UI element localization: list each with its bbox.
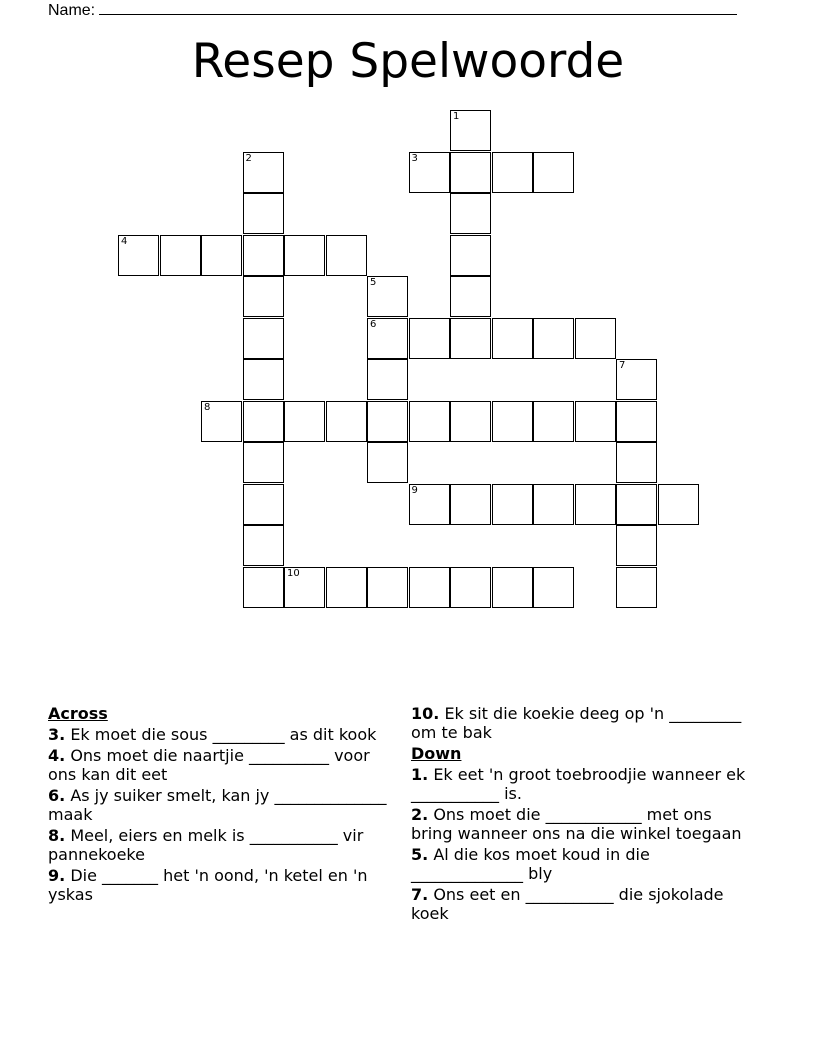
grid-cell[interactable] xyxy=(450,152,491,193)
grid-cell[interactable] xyxy=(658,484,699,525)
grid-cell[interactable] xyxy=(409,401,450,442)
grid-cell[interactable] xyxy=(616,567,657,608)
grid-cell[interactable] xyxy=(450,567,491,608)
clue-across-3: 3. Ek moet die sous _________ as dit kook xyxy=(48,725,377,744)
clue-across-9: 9. Die _______ het 'n oond, 'n ketel en 'n yskas xyxy=(48,866,368,904)
clues-left-column xyxy=(48,704,388,906)
grid-cell[interactable] xyxy=(409,152,450,193)
grid-cell[interactable] xyxy=(367,442,408,483)
clue-number: 10 xyxy=(287,567,300,579)
grid-cell[interactable] xyxy=(616,525,657,566)
clue-down-7: 7. Ons eet en ___________ die sjokolade koek xyxy=(411,885,724,923)
clue-down-5: 5. Al die kos moet koud in die ______________ bly xyxy=(411,845,650,883)
grid-cell[interactable] xyxy=(160,235,201,276)
grid-cell[interactable] xyxy=(326,401,367,442)
grid-cell[interactable] xyxy=(575,401,616,442)
grid-cell[interactable] xyxy=(284,567,325,608)
clue-number: 2 xyxy=(245,152,252,164)
grid-cell[interactable] xyxy=(450,401,491,442)
grid-cell[interactable] xyxy=(243,442,284,483)
clue-down-2: 2. Ons moet die ____________ met ons bring wanneer ons na die winkel toegaan xyxy=(411,805,742,843)
clue-number: 3 xyxy=(411,152,418,164)
grid-cell[interactable] xyxy=(450,276,491,317)
grid-cell[interactable] xyxy=(533,318,574,359)
grid-cell[interactable] xyxy=(243,401,284,442)
grid-cell[interactable] xyxy=(367,567,408,608)
grid-cell[interactable] xyxy=(243,484,284,525)
clue-number: 7 xyxy=(619,360,626,371)
clue-number: 8 xyxy=(204,401,211,413)
page-title: Resep Spelwoorde xyxy=(191,34,625,89)
grid-cell[interactable] xyxy=(326,567,367,608)
clue-number: 5 xyxy=(370,277,377,288)
grid-cell[interactable] xyxy=(367,359,408,400)
grid-cell[interactable] xyxy=(450,110,491,151)
grid-cell[interactable] xyxy=(533,567,574,608)
clue-number: 9 xyxy=(411,484,418,496)
grid-cell[interactable] xyxy=(118,235,159,276)
grid-cell[interactable] xyxy=(243,567,284,608)
grid-cell[interactable] xyxy=(492,484,533,525)
clue-down-1: 1. Ek eet 'n groot toebroodjie wanneer ek ___________ is. xyxy=(411,765,746,803)
grid-cell[interactable] xyxy=(367,318,408,359)
grid-cell[interactable] xyxy=(492,401,533,442)
grid-cell[interactable] xyxy=(367,401,408,442)
grid-cell[interactable] xyxy=(367,276,408,317)
grid-cell[interactable] xyxy=(533,152,574,193)
grid-cell[interactable] xyxy=(492,152,533,193)
grid-cell[interactable] xyxy=(533,401,574,442)
grid-cell[interactable] xyxy=(409,318,450,359)
clue-number: 6 xyxy=(370,318,377,330)
grid-cell[interactable] xyxy=(533,484,574,525)
clue-across-6: 6. As jy suiker smelt, kan jy ______________ maak xyxy=(48,786,387,824)
name-label: Name: xyxy=(48,2,96,19)
grid-cell[interactable] xyxy=(243,152,284,193)
grid-cell[interactable] xyxy=(450,235,491,276)
grid-cell[interactable] xyxy=(492,318,533,359)
clue-number: 4 xyxy=(121,235,128,247)
grid-cell[interactable] xyxy=(243,193,284,234)
down-heading: Down xyxy=(411,744,462,763)
clue-across-4: 4. Ons moet die naartjie __________ voor ons kan dit eet xyxy=(48,746,370,784)
grid-cell[interactable] xyxy=(409,484,450,525)
clue-number: 1 xyxy=(453,111,460,122)
grid-cell[interactable] xyxy=(450,484,491,525)
grid-cell[interactable] xyxy=(243,318,284,359)
grid-cell[interactable] xyxy=(326,235,367,276)
across-heading: Across xyxy=(48,704,108,723)
grid-cell[interactable] xyxy=(616,401,657,442)
grid-cell[interactable] xyxy=(243,359,284,400)
grid-cell[interactable] xyxy=(243,235,284,276)
grid-cell[interactable] xyxy=(616,484,657,525)
clue-across-10: 10. Ek sit die koekie deeg op 'n _________ om te bak xyxy=(411,704,742,742)
grid-cell[interactable] xyxy=(201,401,242,442)
grid-cell[interactable] xyxy=(450,318,491,359)
grid-cell[interactable] xyxy=(575,484,616,525)
grid-cell[interactable] xyxy=(616,442,657,483)
grid-cell[interactable] xyxy=(243,276,284,317)
grid-cell[interactable] xyxy=(616,359,657,400)
clue-across-8: 8. Meel, eiers en melk is ___________ vir pannekoeke xyxy=(48,826,364,864)
grid-cell[interactable] xyxy=(243,525,284,566)
grid-cell[interactable] xyxy=(201,235,242,276)
grid-cell[interactable] xyxy=(284,401,325,442)
grid-cell[interactable] xyxy=(492,567,533,608)
grid-cell[interactable] xyxy=(284,235,325,276)
clues-right-column xyxy=(411,704,751,925)
grid-cell[interactable] xyxy=(450,193,491,234)
grid-cell[interactable] xyxy=(409,567,450,608)
grid-cell[interactable] xyxy=(575,318,616,359)
